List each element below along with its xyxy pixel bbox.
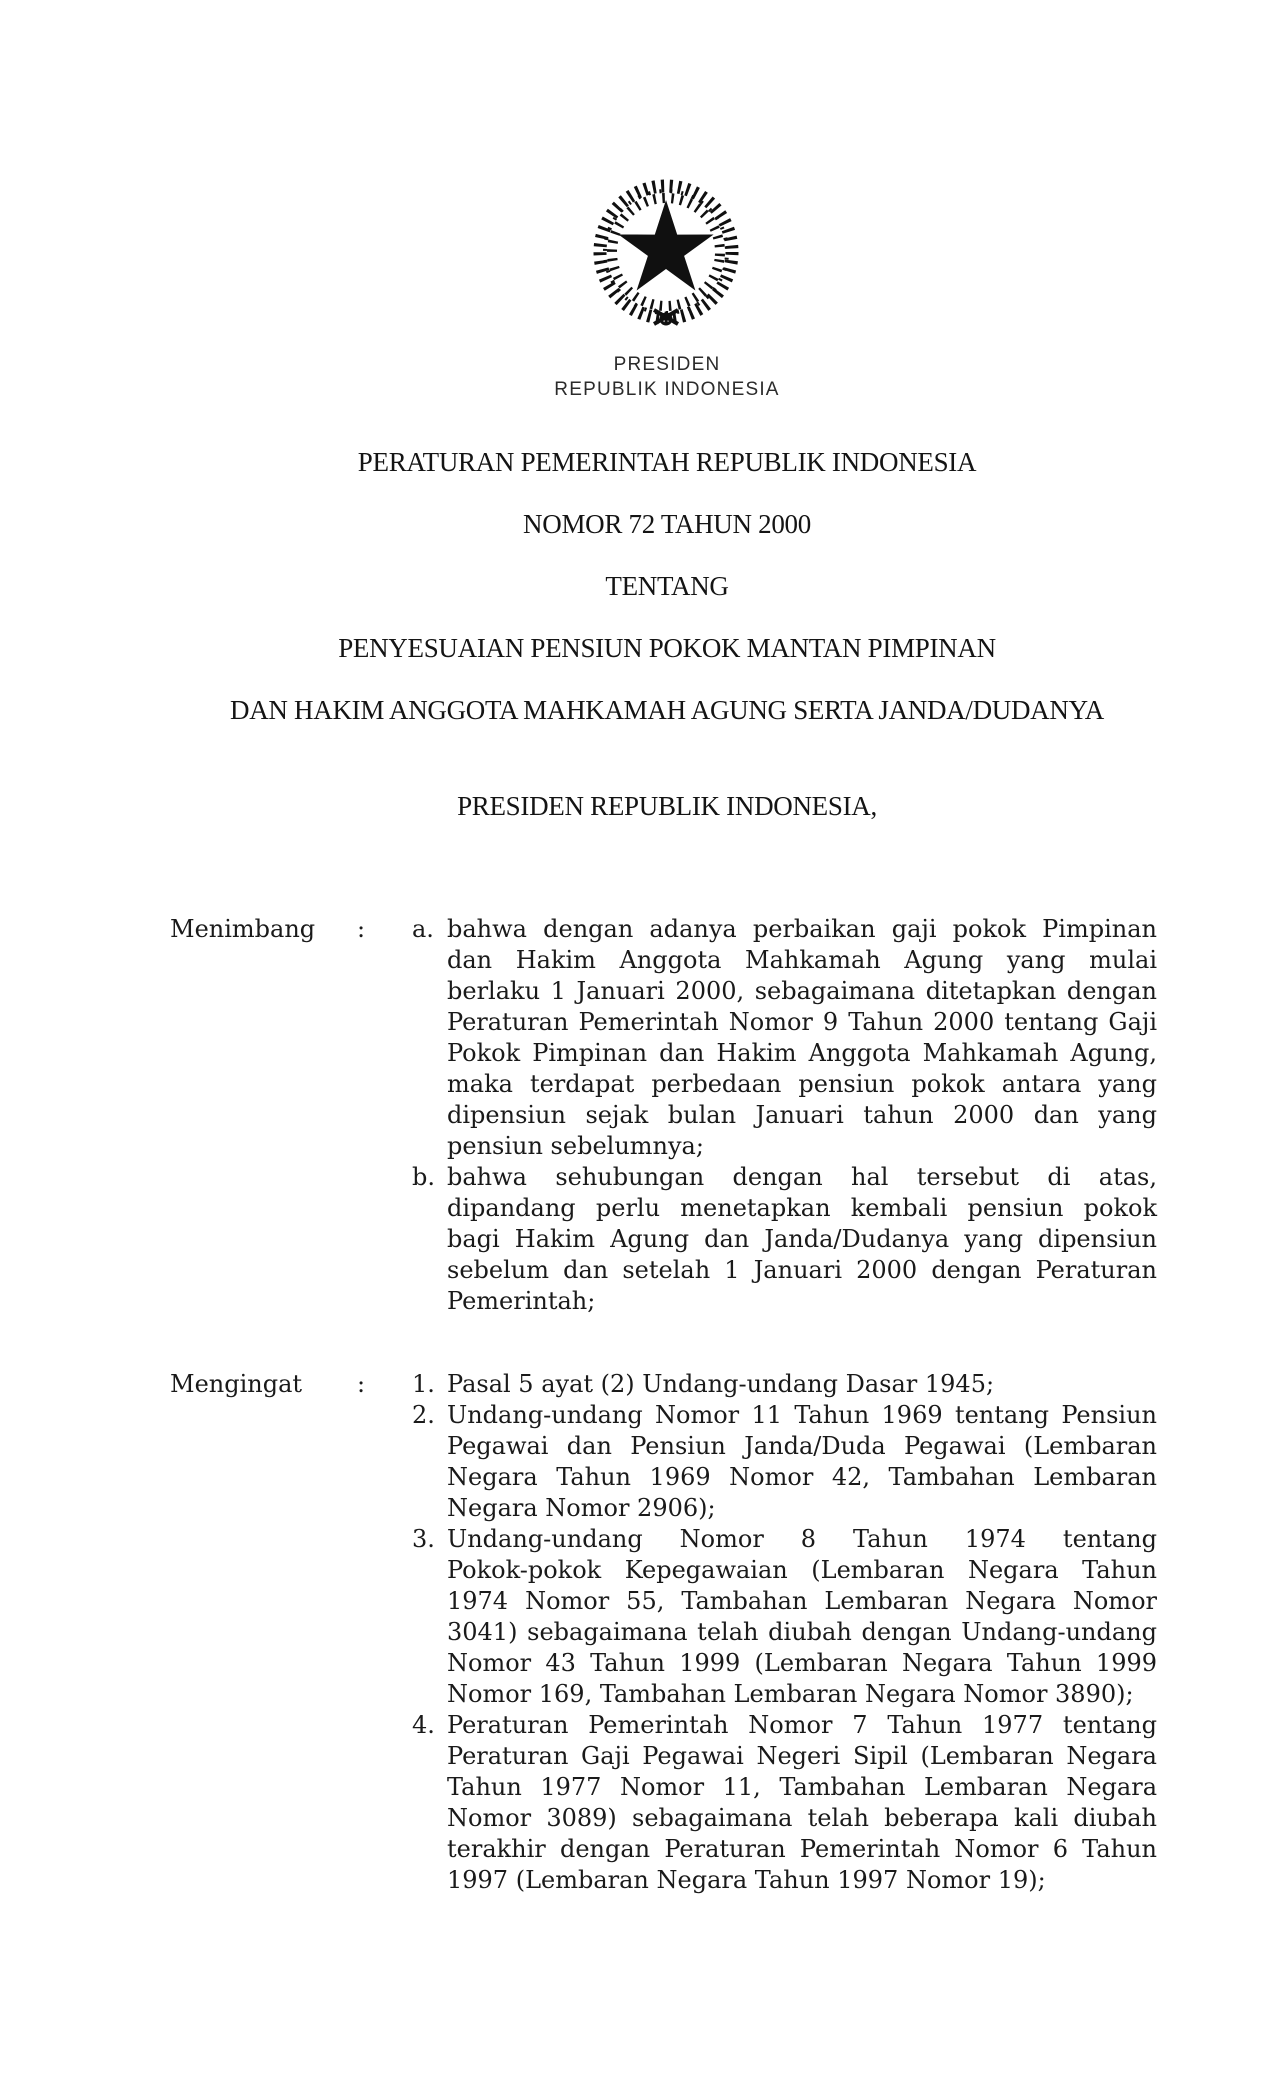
star-wreath-emblem-icon — [583, 172, 749, 332]
text-line: Peraturan Gaji Pegawai Negeri Sipil (Lembaran Negara — [447, 1742, 1157, 1770]
text-line: bahwa sehubungan dengan hal tersebut di atas, — [447, 1163, 1157, 1191]
subject-line-1: PENYESUAIAN PENSIUN POKOK MANTAN PIMPINAN — [338, 633, 996, 663]
mengingat-label: Mengingat — [170, 1370, 303, 1398]
item-text — [447, 1369, 1157, 1400]
text-line: Undang-undang Nomor 11 Tahun 1969 tentang Pensiun — [447, 1401, 1157, 1429]
letterhead — [140, 352, 1194, 402]
tentang-label: TENTANG — [605, 571, 729, 601]
mengingat-item-4 — [412, 1710, 1157, 1896]
menimbang-items — [412, 914, 1157, 1317]
text-line: Peraturan Pemerintah Nomor 7 Tahun 1977 tentang — [447, 1711, 1157, 1739]
text-line: pensiun sebelumnya; — [447, 1132, 704, 1160]
text-line: maka terdapat perbedaan pensiun pokok antara yang — [447, 1070, 1157, 1098]
text-line: Pemerintah; — [447, 1287, 596, 1315]
mengingat-colon: : — [357, 1370, 366, 1398]
item-marker: 2. — [412, 1401, 435, 1429]
mengingat-section — [170, 1369, 1157, 1896]
item-text — [447, 1710, 1157, 1896]
text-line: Peraturan Pemerintah Nomor 9 Tahun 2000 tentang Gaji — [447, 1008, 1157, 1036]
item-marker: 4. — [412, 1711, 435, 1739]
text-line: Undang-undang Nomor 8 Tahun 1974 tentang — [447, 1525, 1157, 1553]
text-line: sebelum dan setelah 1 Januari 2000 dengan Peraturan — [447, 1256, 1157, 1284]
text-line: 1997 (Lembaran Negara Tahun 1997 Nomor 19); — [447, 1866, 1046, 1894]
menimbang-label: Menimbang — [170, 915, 316, 943]
item-marker: a. — [412, 915, 434, 943]
text-line: Tahun 1977 Nomor 11, Tambahan Lembaran Negara — [447, 1773, 1157, 1801]
text-line: Pasal 5 ayat (2) Undang-undang Dasar 1945; — [447, 1370, 995, 1398]
item-marker: 1. — [412, 1370, 435, 1398]
document-body — [170, 914, 1157, 1896]
text-line: Nomor 3089) sebagaimana telah beberapa kali diubah — [447, 1804, 1157, 1832]
text-line: Pokok Pimpinan dan Hakim Anggota Mahkamah Agung, — [447, 1039, 1157, 1067]
mengingat-items — [412, 1369, 1157, 1896]
mengingat-item-3 — [412, 1524, 1157, 1710]
item-marker: b. — [412, 1163, 435, 1191]
text-line: dan Hakim Anggota Mahkamah Agung yang mulai — [447, 946, 1157, 974]
text-line: berlaku 1 Januari 2000, sebagaimana ditetapkan dengan — [447, 977, 1157, 1005]
mengingat-item-1 — [412, 1369, 1157, 1400]
text-line: Negara Nomor 2906); — [447, 1494, 716, 1522]
text-line: bagi Hakim Agung dan Janda/Dudanya yang dipensiun — [447, 1225, 1157, 1253]
regulation-title: PERATURAN PEMERINTAH REPUBLIK INDONESIA — [357, 447, 977, 477]
text-line: Pokok-pokok Kepegawaian (Lembaran Negara Tahun — [447, 1556, 1157, 1584]
text-line: Negara Tahun 1969 Nomor 42, Tambahan Lembaran — [447, 1463, 1157, 1491]
menimbang-item-a — [412, 914, 1157, 1162]
menimbang-item-b — [412, 1162, 1157, 1317]
title-block — [140, 431, 1194, 837]
letterhead-presiden: PRESIDEN — [613, 354, 721, 375]
text-line: dipandang perlu menetapkan kembali pensiun pokok — [447, 1194, 1157, 1222]
item-text — [447, 1400, 1157, 1524]
item-marker: 3. — [412, 1525, 435, 1553]
mengingat-item-2 — [412, 1400, 1157, 1524]
item-text — [447, 914, 1157, 1162]
item-text — [447, 1524, 1157, 1710]
item-text — [447, 1162, 1157, 1317]
text-line: 1974 Nomor 55, Tambahan Lembaran Negara Nomor — [447, 1587, 1157, 1615]
text-line: Nomor 169, Tambahan Lembaran Negara Nomor 3890); — [447, 1680, 1134, 1708]
text-line: bahwa dengan adanya perbaikan gaji pokok Pimpinan — [447, 915, 1157, 943]
salutation: PRESIDEN REPUBLIK INDONESIA, — [457, 791, 877, 821]
menimbang-colon: : — [357, 915, 366, 943]
presidential-seal-icon — [583, 172, 749, 332]
letterhead-republik-indonesia: REPUBLIK INDONESIA — [554, 379, 780, 400]
text-line: Nomor 43 Tahun 1999 (Lembaran Negara Tahun 1999 — [447, 1649, 1157, 1677]
text-line: Pegawai dan Pensiun Janda/Duda Pegawai (Lembaran — [447, 1432, 1157, 1460]
text-line: dipensiun sejak bulan Januari tahun 2000 dan yang — [447, 1101, 1157, 1129]
subject-line-2: DAN HAKIM ANGGOTA MAHKAMAH AGUNG SERTA JANDA/DUDANYA — [230, 695, 1104, 725]
regulation-number: NOMOR 72 TAHUN 2000 — [523, 509, 811, 539]
menimbang-section — [170, 914, 1157, 1317]
text-line: 3041) sebagaimana telah diubah dengan Undang-undang — [447, 1618, 1157, 1646]
text-line: terakhir dengan Peraturan Pemerintah Nomor 6 Tahun — [447, 1835, 1157, 1863]
